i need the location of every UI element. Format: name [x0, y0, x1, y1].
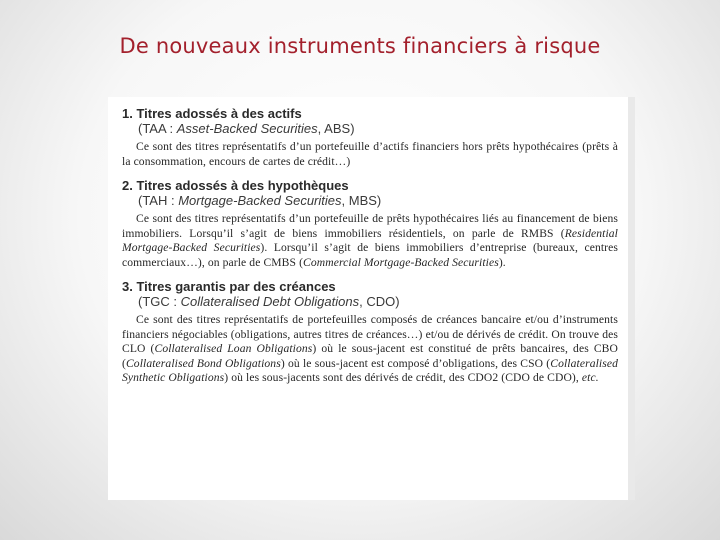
text-run: , ABS) [317, 121, 355, 136]
italic-term: Residential Mortgage-Backed Securities [122, 226, 618, 254]
text-run: Ce sont des titres représentatifs de portefeuilles composés de créances bancaire et/ou d’instruments financiers négociables (obligations, autres titres de créances…) et/ou de dérivés de crédit. On trouve des CLO ( [122, 313, 618, 355]
section-cdo [122, 279, 618, 386]
section-heading: 1. Titres adossés à des actifs [122, 106, 302, 121]
italic-term: Commercial Mortgage-Backed Securities [303, 255, 499, 269]
italic-term: Asset-Backed Securities [176, 121, 318, 136]
section-description [122, 313, 618, 386]
text-run: (TAA : [138, 121, 177, 136]
section-abs [122, 106, 618, 169]
italic-term: Collateralised Synthetic Obligations [122, 356, 618, 384]
text-run: (TGC : [138, 294, 181, 309]
text-run: ) où le sous-jacent est constitué de prêts bancaires, des CBO ( [122, 342, 618, 370]
section-mbs [122, 178, 618, 270]
text-run: Ce sont des titres représentatifs d’un portefeuille de prêts hypothécaires liés au financement de biens immobiliers. Lorsqu’il s’agit de biens immobiliers résidentiels, on parle de RMBS ( [122, 212, 618, 240]
section-heading: 3. Titres garantis par des créances [122, 279, 336, 294]
italic-term: Collateralised Bond Obligations [125, 356, 281, 370]
slide-title: De nouveaux instruments financiers à risque [119, 34, 601, 58]
text-run: ) où le sous-jacent est composé d’obligations, des CSO ( [280, 356, 551, 370]
text-run: Ce sont des titres représentatifs d’un portefeuille d’actifs financiers hors prêts hypothécaires (prêts à la consommation, encours de cartes de crédit…) [122, 140, 618, 168]
text-run: , CDO) [359, 294, 400, 309]
section-description [122, 212, 618, 270]
text-run: ) où les sous-jacents sont des dérivés de crédit, des CDO2 (CDO de CDO), [224, 371, 582, 384]
scanned-document [108, 97, 635, 500]
italic-term: Mortgage-Backed Securities [178, 193, 342, 208]
italic-term: Collateralised Loan Obligations [154, 342, 313, 355]
section-acronym-line [122, 121, 618, 136]
italic-term: Collateralised Debt Obligations [180, 294, 360, 309]
italic-term: etc. [581, 371, 599, 384]
text-run: ). [498, 255, 506, 269]
section-heading: 2. Titres adossés à des hypothèques [122, 178, 349, 193]
text-run: , MBS) [341, 193, 382, 208]
section-acronym-line [122, 193, 618, 208]
section-description [122, 140, 618, 169]
text-run: ). Lorsqu’il s’agit de biens immobiliers d’entreprise (bureaux, centres commerciaux…), on parle de CMBS ( [122, 241, 618, 269]
text-run: (TAH : [138, 193, 179, 208]
section-acronym-line [122, 294, 618, 309]
